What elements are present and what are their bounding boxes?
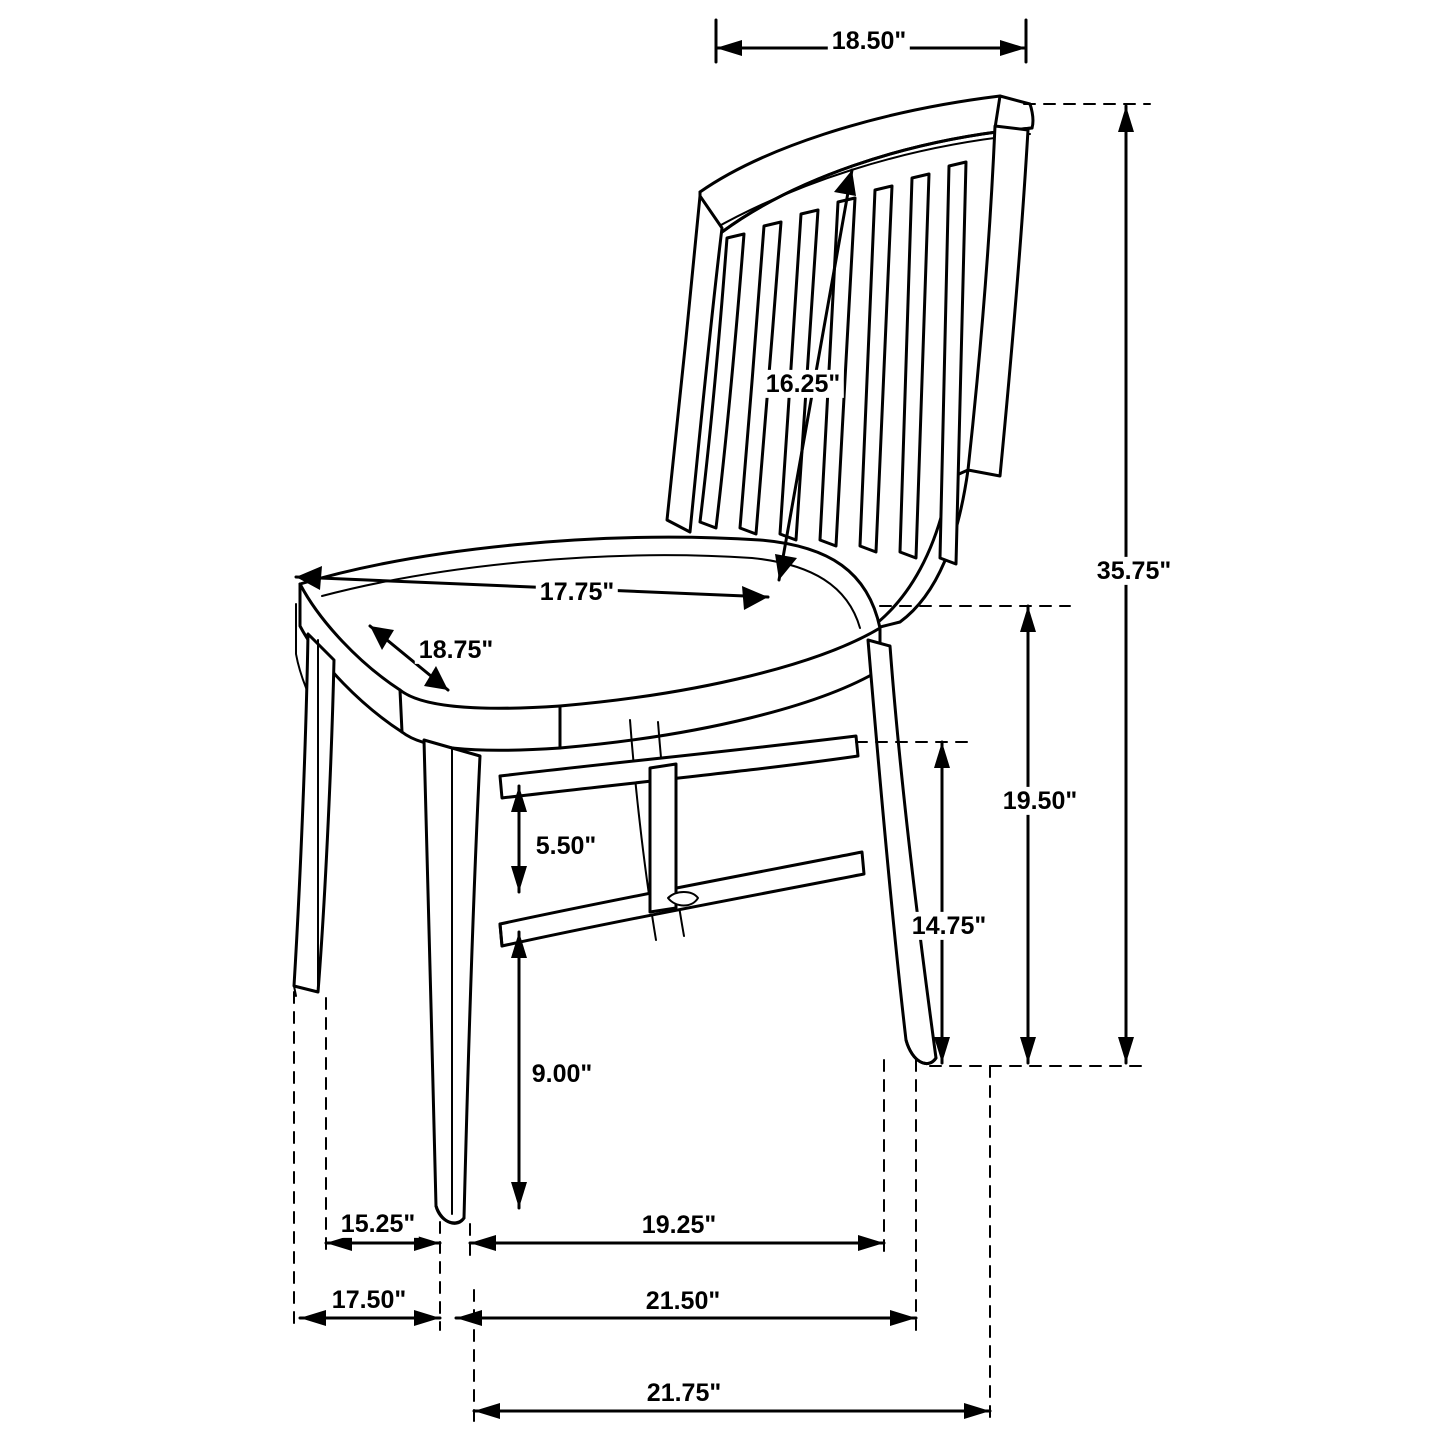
dimension-label-seat-to-back-top: 19.50" — [999, 787, 1081, 815]
dimension-label-stretcher-height: 5.50" — [532, 832, 601, 860]
dimension-label-leg-span-depth: 19.25" — [638, 1211, 720, 1239]
dimension-label-seat-width: 18.75" — [415, 636, 497, 664]
dimension-label-side-offset: 17.50" — [328, 1286, 410, 1314]
dimension-label-back-top-width: 18.50" — [828, 27, 910, 55]
dimension-label-seat-depth: 17.75" — [536, 578, 618, 606]
dimension-label-overall-depth: 21.50" — [642, 1287, 724, 1315]
dimension-label-front-leg-offset: 15.25" — [337, 1210, 419, 1238]
dimension-label-stretcher-to-floor: 9.00" — [528, 1060, 597, 1088]
dimension-label-seat-height-rear: 14.75" — [908, 912, 990, 940]
dimension-label-overall-width: 21.75" — [643, 1379, 725, 1407]
dimension-label-back-height: 16.25" — [762, 370, 844, 398]
dimension-label-overall-height: 35.75" — [1093, 557, 1175, 585]
